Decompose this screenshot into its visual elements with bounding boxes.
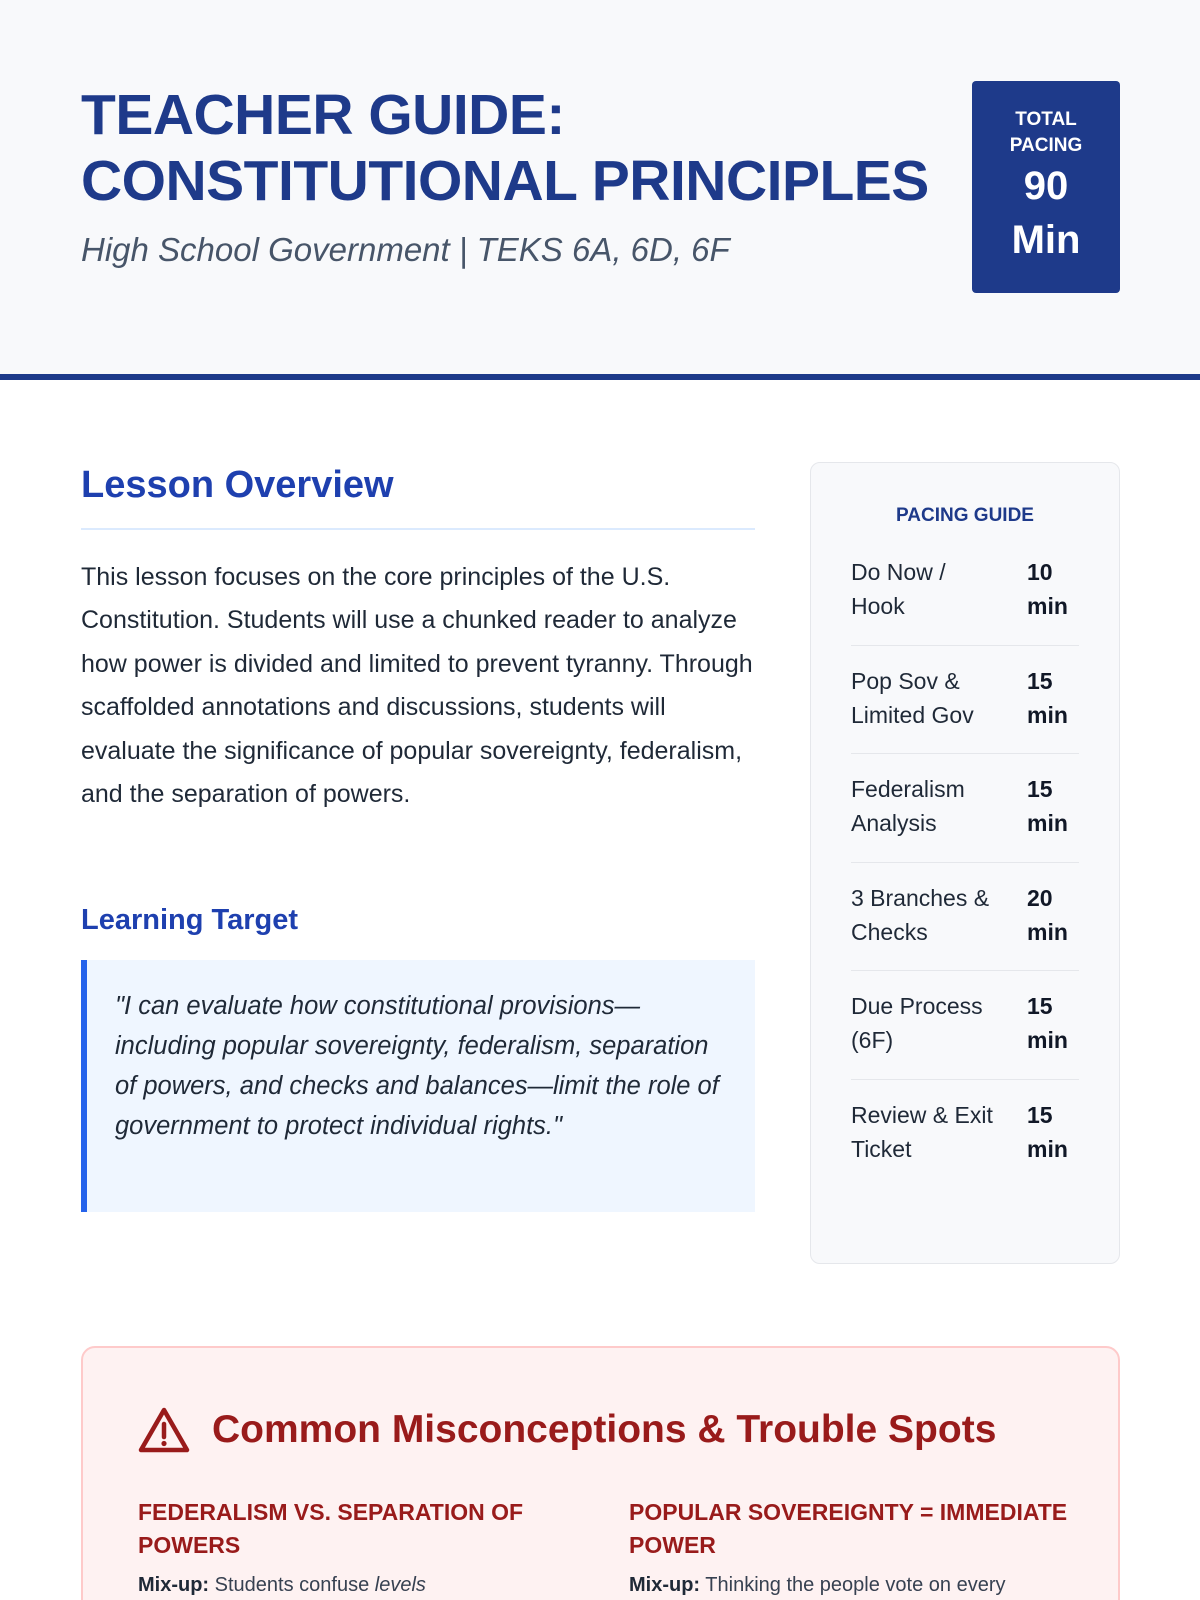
misconception-text bbox=[138, 1570, 578, 1600]
pacing-badge-label-1: TOTAL bbox=[1015, 109, 1077, 130]
pacing-badge-unit: Min bbox=[1011, 218, 1081, 262]
misconceptions-header bbox=[138, 1406, 996, 1454]
pacing-guide-heading: PACING GUIDE bbox=[896, 505, 1034, 526]
misconceptions-heading: Common Misconceptions & Trouble Spots bbox=[212, 1408, 997, 1451]
pacing-guide-panel bbox=[810, 462, 1120, 1264]
pacing-duration: 20 min bbox=[1027, 884, 1068, 945]
misconception-text-a: Students confuse bbox=[214, 1574, 370, 1596]
total-pacing-badge bbox=[972, 81, 1120, 293]
pacing-duration: 15 min bbox=[1027, 1101, 1068, 1162]
misconception-heading: POPULAR SOVEREIGNTY = IMMEDIATE POWER bbox=[629, 1499, 1068, 1558]
pacing-activity: Pop Sov & Limited Gov bbox=[851, 667, 974, 728]
pacing-duration: 10 min bbox=[1027, 559, 1068, 619]
pacing-activity: Review & Exit Ticket bbox=[851, 1101, 993, 1162]
page-title-line-1: TEACHER GUIDE: bbox=[81, 83, 565, 147]
learning-target-quote: "I can evaluate how constitutional provisions—including popular sovereignty, federalism, separation of powers, and checks and balances—limit the role of government to protect individual rights." bbox=[115, 992, 719, 1140]
misconception-card-popular-sovereignty bbox=[629, 1496, 1069, 1600]
page-title bbox=[81, 82, 961, 214]
pacing-duration: 15 min bbox=[1027, 993, 1068, 1053]
pacing-duration: 15 min bbox=[1027, 667, 1068, 728]
pacing-row bbox=[851, 646, 1079, 755]
misconception-text bbox=[629, 1570, 1069, 1600]
pacing-activity: 3 Branches & Checks bbox=[851, 884, 990, 945]
pacing-row bbox=[851, 971, 1079, 1080]
pacing-guide-list bbox=[851, 537, 1079, 1188]
mixup-label: Mix-up: bbox=[138, 1574, 210, 1596]
learning-target-box bbox=[81, 960, 755, 1212]
misconception-card-federalism bbox=[138, 1496, 578, 1600]
pacing-row bbox=[851, 537, 1079, 646]
lesson-overview-text: This lesson focuses on the core principles of the U.S. Constitution. Students will use a chunked reader to analyze how power is divided and limited to prevent tyranny. Through scaffolded annotations and discussions, students will evaluate the significance of popular sovereignty, federalism, and the separation of powers. bbox=[81, 563, 753, 809]
header bbox=[0, 0, 1200, 380]
learning-target-heading: Learning Target bbox=[81, 904, 298, 936]
mixup-label: Mix-up: bbox=[629, 1574, 701, 1596]
pacing-badge-value: 90 bbox=[1023, 164, 1069, 208]
misconception-text-b: Thinking the people vote on every bbox=[705, 1574, 1006, 1596]
pacing-activity: Do Now / Hook bbox=[851, 559, 946, 619]
pacing-row bbox=[851, 754, 1079, 863]
pacing-row bbox=[851, 863, 1079, 972]
misconceptions-panel bbox=[81, 1346, 1120, 1600]
pacing-duration: 15 min bbox=[1027, 776, 1068, 836]
pacing-row bbox=[851, 1080, 1079, 1189]
page-title-line-2: CONSTITUTIONAL PRINCIPLES bbox=[81, 149, 929, 213]
lesson-overview-heading: Lesson Overview bbox=[81, 460, 755, 530]
misconception-heading: FEDERALISM VS. SEPARATION OF POWERS bbox=[138, 1499, 524, 1558]
pacing-activity: Due Process (6F) bbox=[851, 993, 983, 1053]
pacing-badge-label-2: PACING bbox=[1009, 135, 1083, 156]
misconception-emphasis: levels bbox=[374, 1574, 426, 1596]
pacing-activity: Federalism Analysis bbox=[851, 776, 965, 836]
page-subtitle: High School Government | TEKS 6A, 6D, 6F bbox=[81, 231, 730, 268]
warning-triangle-icon bbox=[138, 1406, 190, 1454]
